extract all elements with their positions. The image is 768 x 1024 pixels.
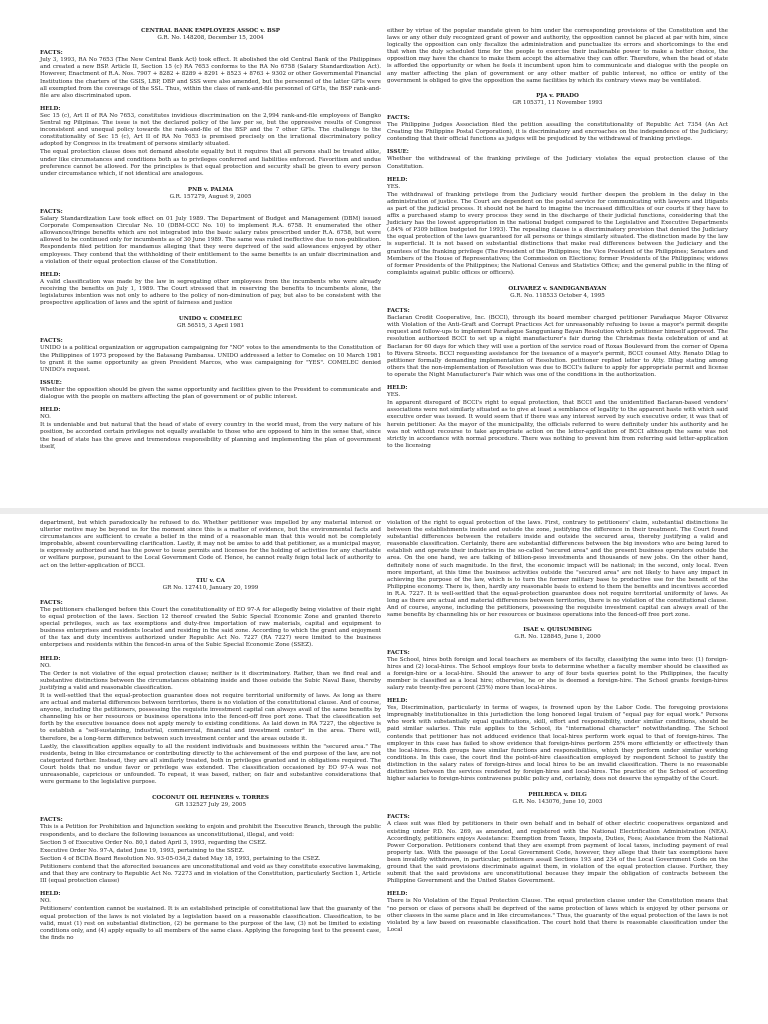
facts-heading: FACTS: xyxy=(387,114,410,121)
held-heading: HELD: xyxy=(40,271,61,278)
case-spacer xyxy=(387,619,728,627)
case-title: COCONUT OIL REFINERS v. TORRES xyxy=(152,795,269,802)
case-spacer xyxy=(40,179,381,187)
case-title: CENTRAL BANK EMPLOYEES ASSOC v. BSP xyxy=(141,28,280,34)
held-paragraph: NO. xyxy=(40,414,51,421)
facts-heading: FACTS: xyxy=(387,814,410,821)
continued-text xyxy=(387,520,728,619)
case-title: PHILRECA v. DILG xyxy=(528,792,587,799)
held-heading: HELD: xyxy=(40,655,61,662)
facts-heading: FACTS: xyxy=(387,649,410,656)
case-citation: G.R. No. 128845, June 1, 2000 xyxy=(514,634,601,641)
document-page-1 xyxy=(0,0,768,510)
case-spacer xyxy=(387,85,728,93)
facts-paragraph: July 3, 1993, RA No 7653 (The New Central Bank Act) took effect. It abolished the old Central Bank of the Philippines and created a new BSP. Article II, Section 15 (c) RA 7653 conforms to the RA No 6758 (Salary Standardization Act). However, Enactment of R.A. Nos. 7907 + 8282 + 8289 + 8291 + 8523 + 8763 + 9302 or other Governmental Financial Institutions the charters of the GSIS, LBP, DBP and SSS were also amended, but the personnel of the latter GFIs were all exempted from the coverage of the SSL. Thus, within the class of rank-and-file personnel of GFIs, the BSP rank-and-file are also discriminated upon. xyxy=(40,57,381,99)
facts-heading: FACTS: xyxy=(40,599,63,606)
case-citation: GR 132527 July 29, 2005 xyxy=(174,802,247,809)
case-block xyxy=(387,286,728,450)
case-spacer xyxy=(40,787,381,795)
case-block xyxy=(40,28,381,178)
facts-paragraph: Section 5 of Executive Order No. 80,1 dated April 3, 1993, regarding the CSEZ. xyxy=(40,839,267,846)
held-heading: HELD: xyxy=(387,891,408,898)
case-spacer xyxy=(40,308,381,316)
issue-paragraph: Whether the opposition should be given the same opportunity and facilities given to the President to communicate and dialogue with the people on matters affecting the plan of government or of public interest. xyxy=(40,386,381,401)
page1-right-column xyxy=(387,28,728,451)
issue-paragraph: Whether the withdrawal of the franking privilege of the Judiciary violates the equal protection clause of the Constitution. xyxy=(387,156,728,170)
case-citation: G.R. 157279, August 9, 2005 xyxy=(169,193,252,200)
held-paragraph: Yes, Discrimination, particularly in terms of wages, is frowned upon by the Labor Code. The foregoing provisions impregnably institutionalize in this jurisdiction the long honored legal truism of "equal pay for equal work." Persons who work with substantially equal qualifications, skill, effort and responsibility, under similar conditions, should be paid similar salaries. This rule applies to the School, its "international character" notwithstanding. The School contends that petitioner has not adduced evidence that local-hires perform work equal to that of foreign-hires. The employer in this case has failed to show evidence that foreign-hires perform 25% more efficiently or effectively than the local-hires. Both groups have similar functions and responsibilities, which they perform under similar working conditions. In this case, the court find the point-of-hire classification employed by respondent School to justify the distinction in the salary rates of foreign-hires and local hires to be an invalid classification. There is no reasonable distinction between the services rendered by foreign-hires and local-hires. The practice of the School of according higher salaries to foreign-hires contravenes public policy and, certainly, does not deserve the sympathy of the Court. xyxy=(387,705,728,783)
held-paragraph: A valid classification was made by the law in segregating other employees from the incumbents who were already receiving the benefits on July 1, 1989. The Court stressed that in reserving the benefits to incumbents alone, the legislatures intention was not only to adhere to the policy of non-diminution of pay, but also to be consistent with the prospective application of laws and the spirit of fairness and justice xyxy=(40,278,381,307)
issue-heading: ISSUE: xyxy=(387,149,409,156)
held-paragraph: NO. xyxy=(40,898,51,905)
facts-paragraph: A class suit was filed by petitioners in their own behalf and in behalf of other electric cooperatives organized and existing under P.D. No. 269, as amended, and registered with the National Electrification Administration (NEA). Accordingly, petitioners enjoys Assistance: Exemption from Taxes, Imposts, Duties, Fees; Assistance from the National Power Corporation. Petitioners contend that they are exempt from payment of local taxes, including payment of real property tax. With the passage of the Local Government Code, however, they allege that their tax exemptions have been invalidly withdrawn, in particular, petitioners assail Sections 193 and 234 of the Local Government Code on the ground that the said provisions discriminate against them, in violation of the equal protection clause. Further, they submit that the said provisions are unconstitutional because they impair the obligation of contracts between the Philippine Government and the United States Government. xyxy=(387,821,728,885)
held-paragraph: The withdrawal of franking privilege from the Judiciary would further deepen the problem in the delay in the administration of justice. The Court are dependent on the postal service for communicating with lawyers and litigants as part of the judicial process. It should not be hard to imagine the increased difficulties of our courts if they have to affix a purchased stamp to every process they send in the discharge of their judicial functions, considering that the Judiciary has the lowest appropriation in the national budget compared to the Legislative and Executive Departments (.84% of P309 billion budgeted for 1993). The repealing clause is a discriminatory provision that denied the Judiciary the equal protection of the laws guaranteed for all persons or things similarly situated. The distinction made by the law is superficial. It is not based on substantial distinctions that make real differences between the Judiciary and the grantees of the franking privilege (The President of the Philippines; the Vice President of the Philippines; Senators and Members of the House of Representatives; the Commission on Elections; former Presidents of the Philippines; widows of former Presidents of the Philippines; the National Census and Statistics Office; and the general public in the filing of complaints against public offices or officers). xyxy=(387,191,728,276)
held-paragraph: The equal protection clause does not demand absolute equality but it requires that all persons shall be treated alike, under like circumstances and conditions both as to privileges conferred and liabilities enforced. Favoritism and undue preference cannot be allowed. For the principles is that equal protection and security shall be given to every person under circumstance which, if not identical are analogous. xyxy=(40,149,381,177)
case-title: TIU v. CA xyxy=(196,577,225,584)
case-block xyxy=(387,93,728,277)
held-paragraph: In apparent disregard of BCCI's right to equal protection, that BCCI and the unidentified Baclaran-based vendors' associations were not similarly situated as to give at least a semblance of legality to the apparent haste with which said executive order was issued. It would seem that if there was any interest served by such executive order, it was that of herein petitioner. As the mayor of the municipality, the officials referred to were definitely under his authority and he was not without recourse to take appropriate action on the letter-application of BCCI although the same was not strictly in accordance with normal procedure. There was nothing to prevent him from referring said letter-application to the licensing xyxy=(387,400,728,449)
held-heading: HELD: xyxy=(40,105,61,112)
case-spacer xyxy=(40,570,381,578)
facts-heading: FACTS: xyxy=(40,50,63,57)
document-page-2 xyxy=(0,514,768,1024)
facts-heading: FACTS: xyxy=(387,308,410,315)
facts-paragraph: This is a Petition for Prohibition and Injunction seeking to enjoin and prohibit the Executive Branch, through the public respondents, and to declare the following issuances as unconstitutional, illegal, and void: xyxy=(40,824,381,838)
held-paragraph: The Order is not violative of the equal protection clause; neither is it discriminatory. Rather, than we find real and substantive distinctions between the circumstances obtaining inside and those outside the Subic Naval Base, thereby justifying a valid and reasonable classification. xyxy=(40,670,381,691)
case-title: ISAE v. QUISUMBING xyxy=(523,627,592,634)
held-paragraph: There is No Violation of the Equal Protection Clause. The equal protection clause under the Constitution means that "no person or class of persons shall be deprived of the same protection of laws which is enjoyed by other persons or other classes in the same place and in like circumstances." Thus, the guaranty of the equal protection of the laws is not violated by a law based on reasonable classification. The court hold that there is reasonable classification under the Local xyxy=(387,898,728,933)
held-paragraph: NO. xyxy=(40,662,51,669)
case-title: OLIVAREZ v. SANDIGANBAYAN xyxy=(508,285,607,292)
facts-paragraph: Section 4 of BCDA Board Resolution No. 93-05-034,2 dated May 18, 1993, pertaining to the CSEZ. xyxy=(40,855,321,862)
held-paragraph: Petitioners' contention cannot be sustained. It is an established principle of constitutional law that the guaranty of the equal protection of the laws is not violated by a legislation based on a reasonable classification. Classification, to be valid, must (1) rest on substantial distinction, (2) be germane to the purpose of the law, (3) not be limited to existing conditions only, and (4) apply equally to all members of the same class. Applying the foregoing test to the present case, the finds no xyxy=(40,906,381,941)
held-heading: HELD: xyxy=(387,176,408,183)
case-title: UNIDO v. COMELEC xyxy=(178,316,243,323)
held-heading: HELD: xyxy=(40,891,61,898)
case-block xyxy=(40,795,381,942)
case-block xyxy=(387,792,728,934)
case-citation: G.R. No. 148208, December 15, 2004 xyxy=(157,35,264,42)
facts-paragraph: Petitioners contend that the aforecited issuances are unconstitutional and void as they constitute executive lawmaking, and that they are contrary to Republic Act No. 72273 and in violation of the Constitution, particularly Section 1, Article III (equal protection clause) xyxy=(40,863,381,885)
case-block xyxy=(387,627,728,783)
case-spacer xyxy=(387,784,728,792)
page1-left-column xyxy=(40,28,381,452)
held-paragraph: Lastly, the classification applies equally to all the resident individuals and businesses within the "secured area." The residents, being in like circumstance or contributing directly to the achievement of the end purpose of the law, are not categorized further. Instead, they are all similarly treated, both in privileges granted and in obligations required. The Court holds that no undue favor or privilege was extended. The classification occasioned by EO 97-A was not unreasonable, capricious or unfounded. To repeat, it was based, rather, on fair and substantive considerations that were germane to the legislative purpose. xyxy=(40,743,381,786)
paragraph: violation of the right to equal protection of the laws. First, contrary to petitioners' claim, substantial distinctions lie between the establishments inside and outside the zone, justifying the difference in their treatment. The Court found substantial differences between the retailers inside and outside the secured area, thereby justifying a valid and reasonable classification. Certainly, there are substantial differences between the big investors who are being lured to establish and operate their industries in the so-called "secured area" and the present business operators outside the area. On the one hand, we are talking of billion-peso investments and thousands of new jobs. On the other hand, definitely none of such magnitude. In the first, the economic impact will be national; in the second, only local. Even more important, at this time the business activities outside the "secured area" are not likely to have any impact in achieving the purpose of the law, which is to turn the former military base to productive use for the benefit of the Philippine economy. There is, then, hardly any reasonable basis to extend to them the benefits and incentives accorded in R.A. 7227. It is well-settled that the equal-protection guarantee does not require territorial uniformity of laws. As long as there are actual and material differences between territories, there is no violation of the constitutional clause. And of course, anyone, including the petitioners, possessing the requisite investment capital can always avail of the same benefits by channeling his or her resources or business operations into the fenced-off free port zone. xyxy=(387,520,728,619)
case-block xyxy=(40,578,381,787)
case-citation: G.R. No. 143076, June 10, 2003 xyxy=(512,799,603,806)
paragraph: department, but which paradoxically he refused to do. Whether petitioner was impelled by any material interest or ulterior motive may be beyond us for the moment since this is a matter of evidence, but the environmental facts and circumstances are sufficient to create a belief in the mind of a reasonable man that this would not be completely improbable, absent countervailing clarification. Lastly, it may not be amiss to add that petitioner, as a municipal mayor, is expressly authorized and has the power to issue permits and licenses for the holding of activities for any charitable or welfare purpose, pursuant to the Local Government Code of. Hence, he cannot really feign total lack of authority to act on the letter-application of BCCI. xyxy=(40,520,381,569)
continued-text xyxy=(387,28,728,85)
case-spacer xyxy=(387,278,728,286)
held-paragraph: It is well-settled that the equal-protection guarantee does not require territorial uniformity of laws. As long as there are actual and material differences between territories, there is no violation of the constitutional clause. And of course, anyone, including the petitioners, possessing the requisite investment capital can always avail of the same benefits by channeling his or her resources or business operations into the fenced-off free port zone. That the classification set forth by the executive issuance does not apply merely to existing conditions. As laid down in RA 7227, the objective is to establish a "self-sustaining, industrial, commercial, financial and investment center" in the area. There will, therefore, be a long-term difference between such investment center and the areas outside it. xyxy=(40,692,381,742)
held-heading: HELD: xyxy=(40,407,61,414)
held-paragraph: It is undeniable and but natural that the head of state of every country in the world must, from the very nature of his position, be accorded certain privileges not equally available to those who are opposed to him in the sense that, since the head of state has the grave and tremendous responsibility of planning and implementing the plan of government itself, xyxy=(40,422,381,450)
case-block xyxy=(40,187,381,307)
page2-right-column xyxy=(387,520,728,935)
held-paragraph: YES. xyxy=(387,392,401,399)
held-paragraph: Sec 15 (c), Art II of RA No 7653, constitutes invidious discrimination on the 2,994 rank-and-file employees of Bangko Sentral ng Pilipinas. The issue is not the declared policy of the law per se, but the oppressive results of Congress inconsistent and unequal policy towards the rank-and-file of the BSP and the 7 other GFIs. The challenge to the constitutionality of Sec 15 (c), Art II of RA No 7653 is premised precisely on the irrational discriminatory policy adopted by Congress in its treatment of persons similarly situated. xyxy=(40,112,381,148)
paragraph: either by virtue of the popular mandate given to him under the corresponding provisions of the Constitution and the laws or any other duly recognized grant of power and authority, the opposition cannot be placed at par with him, since logically the opposition can only fiscalize the administration and punctualize its errors and shortcomings to the end that when the duly scheduled time for the people to exercise their inalienable power to make a better choice, the opposition may have the chance to make them accept the alternative they can offer. Therefore, when the head of state is afforded the opportunity or when he feels it incumbent upon him to communicate and dialogue with the people on any matter affecting the plan of government or any other matter of public interest, no office or entity of the government is obliged to give the opposition the same facilities by which its contrary views may be ventilated. xyxy=(387,28,728,84)
facts-paragraph: Executive Order No. 97-A, dated June 19, 1993, pertaining to the SSEZ. xyxy=(40,847,245,854)
case-citation: GR No. 127410, January 20, 1999 xyxy=(162,584,259,591)
held-paragraph: YES. xyxy=(387,183,401,190)
facts-paragraph: The School, hires both foreign and local teachers as members of its faculty, classifying the same into two: (1) foreign-hires and (2) local-hires. The School employs four tests to determine whether a faculty member should be classified as a foreign-hire or a local-hire. Should the answer to any of four tests queries point to the Philippines, the faculty member is classified as a local hire; otherwise, he or she is deemed a foreign-hire. The School grants foreign-hires salary rate twenty-five percent (25%) more than local-hires. xyxy=(387,656,728,691)
held-heading: HELD: xyxy=(387,698,408,705)
facts-heading: FACTS: xyxy=(40,817,63,824)
facts-heading: FACTS: xyxy=(40,338,63,345)
case-citation: GR 105371, 11 November 1993 xyxy=(512,99,603,106)
facts-paragraph: The Philippine Judges Association filed the petition assailing the constitutionality of Republic Act 7354 (An Act Creating the Philippine Postal Corporation), it is discriminatory and encroaches on the independence of the Judiciary; contending that their official functions as judges will be prejudiced by the withdrawal of franking privilege. xyxy=(387,122,728,143)
case-citation: GR 56515, 3 April 1981 xyxy=(176,323,245,330)
facts-paragraph: Baclaran Credit Cooperative, Inc. (BCCI), through its board member charged petitioner Parañaque Mayor Olivarez with Violation of the Anti-Graft and Corrupt Practices Act for unreasonably refusing to issue a mayor's permit despite request and follow-ups to implement Parañaque Sangguniang Bayan Resolution which petitioner himself approved. The resolution authorized BCCI to set up a night manufacturer's fair during the Christmas fiesta celebration of and at Baclaran for 60 days for which they will use a portion of the service road of Roxas Boulevard from the corner of Opena to Rivera Streets. BCCI requesting assistance for the issuance of a mayor's permit, BCCI counsel Atty. Renato Dilag to petitioner formally demanding implementation of Resolution. petitioner replied letter to Atty. Dilag stating among others that the non-implementation of Resolution was due to BCCI's failure to apply for appropriate permit and license to operate the Night Manufacturer's Fair which was one of the conditions in the authorization. xyxy=(387,315,728,378)
case-title: PNB v. PALMA xyxy=(187,186,234,193)
case-block xyxy=(40,316,381,451)
facts-heading: FACTS: xyxy=(40,208,63,215)
continued-text xyxy=(40,520,381,570)
facts-paragraph: Salary Standardization Law took effect on 01 July 1989. The Department of Budget and Management (DBM) issued Corporate Compensation Circular No. 10 (DBM-CCC No. 10) to implement R.A. 6758. It enumerated the other allowances/fringe benefits which are not integrated into the basic salary rates prescribed under R.A. 6758, but were allowed to be continued only for incumbents as of 30 June 1989. The same was ruled ineffective due to non-publication. Respondents filed petition for mandamus alleging that they were deprived of the said allowances enjoyed by other employees. They contend that the withholding of their entitlement to the same benefits is an unfair discrimination and a violation of their equal protection clause of the Constitution. xyxy=(40,216,381,265)
page2-left-column xyxy=(40,520,381,943)
case-title: PJA v. PRADO xyxy=(536,92,579,99)
facts-paragraph: The petitioners challenged before this Court the constitutionality of EO 97-A for allegedly being violative of their right to equal protection of the laws. Section 12 thereof created the Subic Special Economic Zone and granted thereto special privileges, such as tax exemptions and duty-free importation of raw materials, capital and equipment to business enterprises and residents located and residing in the said zone. According to which the grant and enjoyment of the tax and duty incentives authorized under Republic Act No. 7227 (RA 7227) were limited to the business enterprises and residents within the fenced-in area of the Subic Special Economic Zone (SSEZ). xyxy=(40,606,381,649)
held-heading: HELD: xyxy=(387,385,408,392)
facts-paragraph: UNIDO is a political organization or aggrupation campaigning for "NO" votes to the amendments to the Constitution of the Philippines of 1973 proposed by the Batasang Pambansa. UNIDO addressed a letter to Comelec on 10 March 1981 to grant it the same opportunity as given President Marcos, who was campaigning for "YES". COMELEC denied UNIDO's request. xyxy=(40,345,381,373)
case-citation: G.R. No. 118533 October 4, 1995 xyxy=(510,293,605,299)
issue-heading: ISSUE: xyxy=(40,379,62,386)
